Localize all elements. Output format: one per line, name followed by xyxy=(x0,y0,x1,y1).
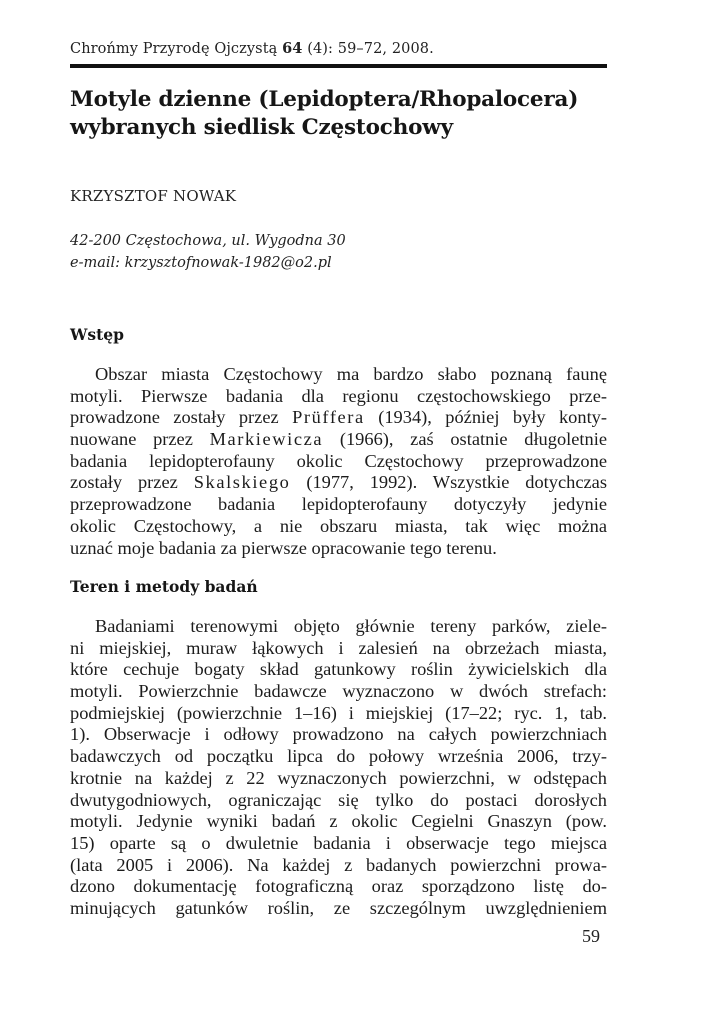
cited-author: Skalskiego xyxy=(193,472,291,493)
intro-paragraph xyxy=(70,364,607,559)
cited-author: Prüffera xyxy=(292,407,365,428)
section-heading-methods: Teren i metody badań xyxy=(70,577,258,596)
paragraph-line: motyli. Pierwsze badania dla regionu częstochowskiego prze- xyxy=(70,385,607,406)
journal-volume: 64 xyxy=(282,40,303,57)
paragraph-line: Obszar miasta Częstochowy ma bardzo słabo poznaną faunę xyxy=(95,364,607,384)
paragraph-line: dwutygodniowych, ograniczając się tylko do postaci dorosłych xyxy=(70,789,607,810)
paragraph-line: przeprowadzone badania lepidopterofauny dotyczyły jedynie xyxy=(70,494,607,515)
journal-name: Chrońmy Przyrodę Ojczystą xyxy=(70,41,278,57)
section-heading-intro: Wstęp xyxy=(70,325,124,344)
paragraph-line: motyli. Jedynie wyniki badań z okolic Cegielni Gnaszyn (pow. xyxy=(70,811,607,832)
paragraph-line: podmiejskiej (powierzchnie 1–16) i miejskiej (17–22; ryc. 1, tab. xyxy=(70,702,607,723)
paragraph-line: ni miejskiej, muraw łąkowych i zalesień na obrzeżach miasta, xyxy=(70,637,607,658)
paragraph-line: krotnie na każdej z 22 wyznaczonych powierzchni, w odstępach xyxy=(70,767,607,788)
paragraph-line: badawczych od początku lipca do połowy września 2006, trzy- xyxy=(70,746,607,767)
paragraph-line: minujących gatunków roślin, ze szczególnym uwzględnieniem xyxy=(70,897,607,918)
header-rule xyxy=(70,64,607,68)
paragraph-line: zostały przez Skalskiego (1977, 1992). Wszystkie dotychczas xyxy=(70,472,607,493)
paragraph-line: nuowane przez Markiewicza (1966), zaś ostatnie długoletnie xyxy=(70,429,607,450)
cited-author: Markiewicza xyxy=(209,429,324,450)
title-line-1: Motyle dzienne (Lepidoptera/Rhopalocera) xyxy=(70,87,579,112)
paragraph-line: prowadzone zostały przez Prüffera (1934), później były konty- xyxy=(70,407,608,428)
paragraph-line: które cechuje bogaty skład gatunkowy roślin żywicielskich dla xyxy=(70,659,607,680)
address-street: 42-200 Częstochowa, ul. Wygodna 30 xyxy=(70,233,346,249)
paragraph-line: 15) oparte są o dwuletnie badania i obserwacje tego miejsca xyxy=(70,832,607,853)
paragraph-line: Badaniami terenowymi objęto głównie tereny parków, ziele- xyxy=(95,616,607,636)
address-email: e-mail: krzysztofnowak-1982@o2.pl xyxy=(70,255,332,271)
author-name: KRZYSZTOF NOWAK xyxy=(70,187,237,205)
page-number: 59 xyxy=(582,926,600,946)
paragraph-line: okolic Częstochowy, a nie obszaru miasta, tak więc można xyxy=(70,515,607,536)
paragraph-line: 1). Obserwacje i odłowy prowadzono na całych powierzchniach xyxy=(70,724,607,745)
article-title xyxy=(70,86,610,142)
title-line-2: wybranych siedlisk Częstochowy xyxy=(70,115,453,140)
journal-issue: (4): 59–72, 2008. xyxy=(307,41,434,57)
paragraph-line: dzono dokumentację fotograficzną oraz sporządzono listę do- xyxy=(70,876,607,897)
methods-paragraph xyxy=(70,616,607,920)
paragraph-line: uznać moje badania za pierwsze opracowanie tego terenu. xyxy=(70,537,497,558)
paragraph-line: motyli. Powierzchnie badawcze wyznaczono w dwóch strefach: xyxy=(70,681,607,702)
running-head xyxy=(70,40,606,57)
paragraph-line: (lata 2005 i 2006). Na każdej z badanych powierzchni prowa- xyxy=(70,854,607,875)
paragraph-line: badania lepidopterofauny okolic Częstochowy przeprowadzone xyxy=(70,450,607,471)
author-address xyxy=(70,230,470,274)
